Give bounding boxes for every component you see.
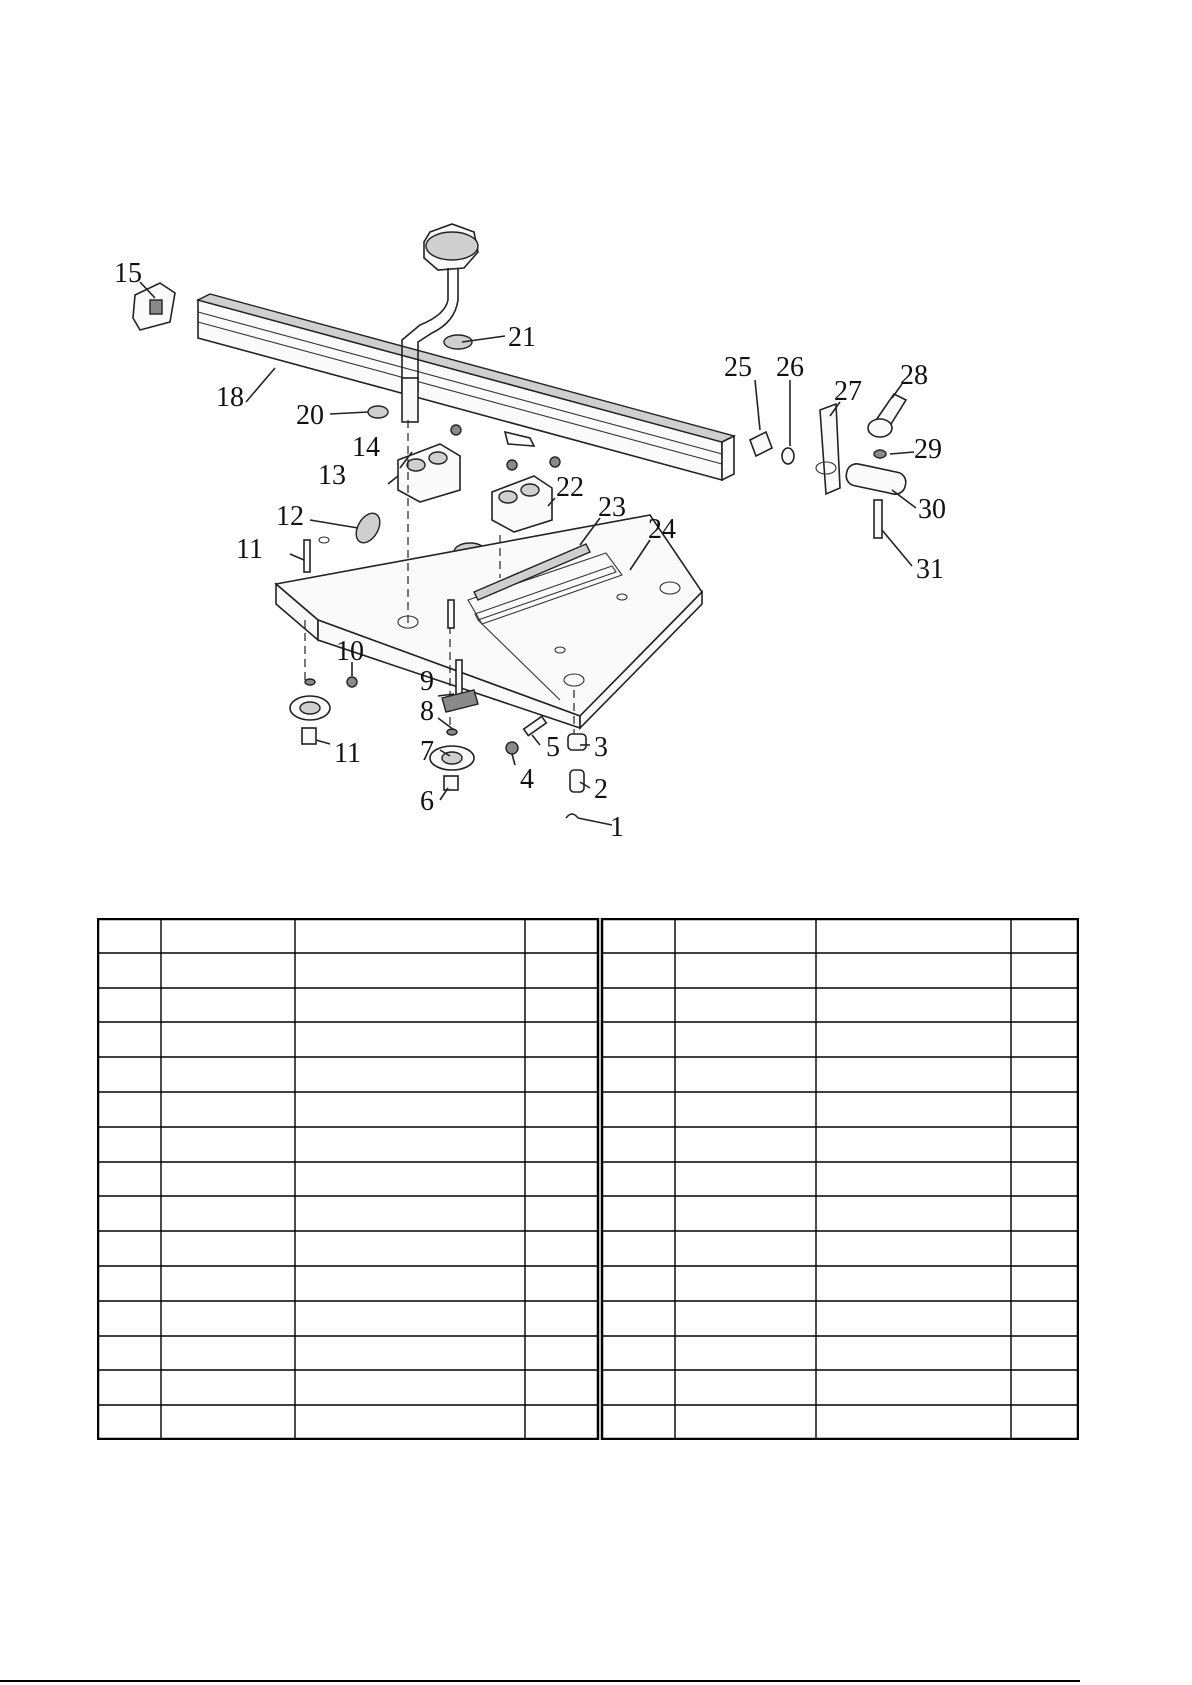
callout-13: 12 xyxy=(276,501,304,532)
callout-1: 1 xyxy=(610,812,624,843)
callout-5: 5 xyxy=(546,732,560,763)
nut-part xyxy=(451,425,461,435)
callout-14: 13 xyxy=(318,460,346,491)
callout-21: 20 xyxy=(296,400,324,431)
bearing-right xyxy=(430,746,474,790)
callout-20: 18 xyxy=(216,382,244,413)
bolt-vertical xyxy=(448,600,454,628)
nut-part xyxy=(507,460,517,470)
callout-2: 2 xyxy=(594,774,608,805)
pin-9 xyxy=(456,660,462,696)
right-side-assembly xyxy=(750,394,908,538)
washer-part xyxy=(447,729,457,735)
end-cap-part xyxy=(133,283,175,330)
clip-part xyxy=(368,406,388,418)
callout-11: 11 xyxy=(334,738,361,769)
sleeve-3 xyxy=(568,734,586,750)
callout-24: 23 xyxy=(598,492,626,523)
callout-3: 3 xyxy=(594,732,608,763)
callout-4: 4 xyxy=(520,764,534,795)
callout-30: 29 xyxy=(914,434,942,465)
callout-29: 28 xyxy=(900,360,928,391)
callout-28: 27 xyxy=(834,376,862,407)
callout-7: 7 xyxy=(420,736,434,767)
callout-15: 14 xyxy=(352,432,380,463)
callout-22: 21 xyxy=(508,322,536,353)
screw-10 xyxy=(347,677,357,687)
nut-part xyxy=(550,457,560,467)
screw-5 xyxy=(524,716,547,735)
callout-12: 11 xyxy=(236,534,263,565)
callout-18: 15 xyxy=(114,258,142,289)
washer-part xyxy=(305,679,315,685)
base-plate-part xyxy=(276,515,702,728)
parts-list-table xyxy=(97,918,1079,1440)
tab-8 xyxy=(442,690,478,712)
callout-9: 9 xyxy=(420,666,434,697)
callout-10: 10 xyxy=(336,636,364,667)
callout-6: 6 xyxy=(420,786,434,817)
callout-8: 8 xyxy=(420,696,434,727)
clamp-block-left xyxy=(398,444,460,502)
footer-rule xyxy=(0,1680,1080,1682)
callout-27: 26 xyxy=(776,352,804,383)
clamp-block-right xyxy=(492,476,552,532)
clip-1 xyxy=(566,814,578,818)
callout-25: 24 xyxy=(648,514,676,545)
nut-4 xyxy=(506,742,518,754)
callout-31: 30 xyxy=(918,494,946,525)
bearing-left xyxy=(290,696,330,744)
lever-part xyxy=(505,432,534,446)
callout-23: 22 xyxy=(556,472,584,503)
pin-2 xyxy=(570,770,584,792)
callout-32: 31 xyxy=(916,554,944,585)
bolt-12 xyxy=(304,540,310,572)
rail-part xyxy=(198,294,734,480)
callout-26: 25 xyxy=(724,352,752,383)
